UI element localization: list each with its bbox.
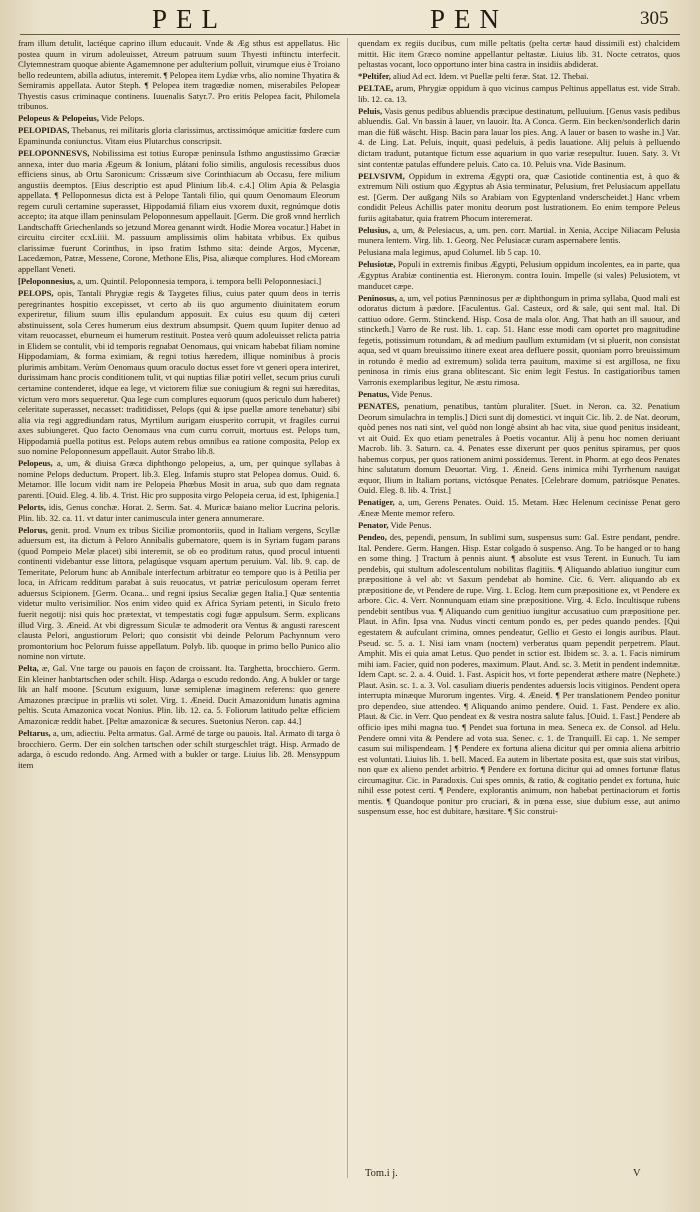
column-divider (347, 38, 348, 1178)
entry-text: a, um. Quintil. Peloponnesia tempora, i. tempora belli Peloponnesiaci.] (77, 276, 322, 287)
entry-text: Vide Penus. (391, 389, 433, 399)
left-running-head: PEL (152, 4, 228, 34)
entry-headword: Pelusius, (358, 224, 391, 235)
dictionary-entry (358, 389, 680, 400)
entry-text: arum, Phrygiæ oppidum à quo vicinus campus Peltinus appellatus est. vide Strab. lib. 12. ca. 13. (358, 83, 680, 104)
entry-headword: PELOPONNESVS, (18, 147, 90, 158)
header-rule (20, 34, 680, 35)
entry-headword: Pendeo, (358, 532, 387, 543)
dictionary-entry (358, 83, 680, 104)
entry-text: æ, Gal. Vne targe ou pauois en façon de croissant. Ita. Targhetta, brocchiero. Germ. Ein kleiner hanbtartschen oder schilt. Hisp. Adarga o escudo redondo. Ang. A bukler or targe lik an half moone. [Scutum exiguum, lunæ semiplenæ imaginem referens: quo genere Amazones præcipue in præliis vti solet. Virg. 1. Æneid. Ducit Amazonidum lunatis agmina peltis. Scuta Amazonica vocat Nonius. Plin. lib. 12. ca. 5. Foliorum latitudo peltæ efficiem Amazonicæ reddit habet. [Peltæ amazonicæ & secures. Suetonius Neron. cap. 44.] (18, 663, 340, 726)
dictionary-entry (18, 728, 340, 770)
dictionary-entry (18, 125, 340, 146)
entry-text: Pelusiana mala legimus, apud Columel. lib 5 cap. 10. (358, 247, 541, 258)
entry-text: a, um, vel potius Pænninosus per æ diphthongum in prima syllaba, Quod mali est odoratus dictum à pædore. [Faculentus. Gal. Casteux, ord & sale, qui sent mal. Ital. Di cattiuo odore. Germ. Stinckend. Hisp. Cosa de mala olor. Ang. That hath an ill sauour, and stincketh.] Varro de Re rust. lib. 1. cap. 51. Hanc esse modi cam oportet pro magnitudine fegetis, potissimum rotundam, & ad medium paullum extumidam (vt si pluerit, non consistat aqua, sed vt quam breuissimo itinere exeat area defluere possit, quoniam porro breuissimum in rotundo è medio ad extremum) solida terra pauitum, maxime si est argillosa, ne fixu peninosa in rimis eius grana oblitescant. Sic enim legit Festus. In castigatioribus tamen Varronis exemplaribus legitur, Ne æstu rimosa. (358, 292, 680, 387)
dictionary-entry (18, 276, 340, 287)
entry-text: Thebanus, rei militaris gloria clarissimus, arctissimóque amicitiæ fœdere cum Epaminunda coniunctus. Vitam eius Plutarchus conscripsit. (18, 125, 340, 146)
dictionary-entry (18, 38, 340, 112)
entry-text: a, um, Gerens Penates. Ouid. 15. Metam. Hæc Helenum cecinisse Penat gero Æneæ Mente memor refero. (358, 497, 680, 519)
entry-headword: Penator, (358, 520, 389, 531)
dictionary-entry (358, 259, 680, 291)
entry-text: a, um, & diuisa Græca diphthongo pelopeius, a, um, per quinque syllabas à nomine Pelops deductum. Propert. lib.3. Eleg. Infamis stupro stat Pelopea domus. Ouid. 6. Metamor. Ille locum vidit nam ire Pelopeia Phœbus Mosit in arua, sub quo dam regnata parenti. [Ouid. Eleg. 4. lib. 4. Trist. Hic pro supposita virgo Pelopeia cerua, id est, Iphigenia.] (18, 458, 340, 500)
entry-headword: Pelopeus & Pelopeius, (18, 113, 99, 124)
entry-text: Oppidum in extrema Ægypti ora, quæ Casiotide continentia est, à quo & extremum Nili ostium quo Ægyptus ab Asia terminatur, Pelusium, fret Pelusiacum appellatu est. [Germ. Der außgang Nils so Arabiam von Egyptenland vnderscheidet.] Hanc vrbem condidit Peleus Achillis pater monitu deorum post lustrationem. Eo enim tempore Peleus furiis agitabatur, quia fratrem Phocum interemerat. (358, 170, 680, 223)
entry-text: fram illum detulit, lactéque caprino illum educauit. Vnde & Æg sthus est appellatus. Hic postea quum in virum adoleuisset, Atreum patruum suum Thyesti inftinctu interfecit. Clytemnestram quoque abiente Agamemnone per adulterium polluit, virumque eius è Troiano bello redeuntem, abilla adiutus, interemit. ¶ Pelopea item Lydiæ vrbs, alio nomine Thyatira & Semiramis appellata. Autor Steph. ¶ Pelopea item tragœdiæ nomen, miserabiles Pelopeæ Thyestis casus criminaque continens. Iuuenalis Satyr.7. Pro eritis Pelopea facit, Philomela tribunos. (18, 38, 340, 112)
entry-text: idis, Genus conchæ. Horat. 2. Serm. Sat. 4. Muricæ baiano melior Lucrina peloris. Plin. lib. 32. ca. 11. vt datur inter canimuscula inter genera annumerare. (18, 502, 340, 523)
dictionary-entry (358, 293, 680, 388)
entry-headword: [Peloponnesius, (18, 276, 76, 287)
dictionary-entry (358, 520, 680, 531)
entry-headword: Peltarus, (18, 728, 51, 738)
dictionary-entry (18, 113, 340, 124)
dictionary-entry (18, 458, 340, 500)
entry-text: des, pependi, pensum, In sublimi sum, suspensus sum: Gal. Estre pendant, pendre. Ital. Pendere. Germ. Hangen. Hisp. Estar colgado ò suspenso. Ang. To be hanged or to hang en some thing. ] Tractum à pennis aiunt. ¶ absolute est vsus Terent. in Eunuch. Tu iam pendebis, qui stultum adolescentulum nobilitas flagitiis. ¶ Aliquando ablatiuo iungitur cum præpositione à vel ab: vt Saxum pendebat ab homine. Cic. 6. Verr. aliquando ab ex præpositione de, vt Pendere de rupe. Virg. 1. Eclog. Item cum præpositione ex, vt Pendere ex arbore. Cic. 4. Verr. Nonnunquam etiam sine præpositione. Virg. 4. Eclo. Incultisque rubens pendebit sentibus vua. ¶ Aliquando cum genitiuo iungitur accusatiuo cum præpositione per. Plaut. in Afin. Ipsa vna. Nudus vincti centum pondo es, per pedes quando pendes. [Qui egestatem & aufculant crimina, omnes pendeatur, Gellio et Gesto ei longis auribus. Plaut. Pseud. sc. 5. a. 1. Nisi iam vnam (noctem) verberatus quam pependit perpetrem. Plaut. Amphit. Mis ei quia amat Letus. Quo pendet in sctior est. Ibidem sc. 3. a. 1. Facis nimirum mihi iam. Facier, quid non poderes, maximum. Plaut. And. sc. 3. Metit in pendent indemnitæ. Idem Capt. sc. 2. a. 4. Ouid. 1. Fast. Aspicit hos, vt forte pependerat æthere matre (Nephete.) Plaut. Asin. sc. 1. a. 3. Vol. casuliam diueris pendentes aduersis locis vitiginos. Pendent opera interrupta minæque Murorum ingentes. Virg. 4. Æneid. ¶ Per translationem Pendeo ponitur pro dependeo, siue attendeo. ¶ Aliquando animo pendere. Ouid. 1. Fast. Pendere ex alio. Plaut. & Cic. in Verr. Quo pendeat ex & vestra nostra salute falus. [Ouid. 1. Fast.] Pendere ab officio ipes mihi magna tuo. ¶ Pendet sua fortuna in mea. Seneca ex. de Consol. ad Helu. Pendere omni vita & Pendere ad vota sua. Senec. c. 1. de Tranquill. Ei cap. 1. Ne semper casum sui milispendeam. ] ¶ Pendere ex fortuna aliena dicitur qui per omnia aliena arbitrio est voluntati. Liuius lib. 1. bell. Maced. Ea autem in libertate posita est, quæ suis stat viribus, non quæ ex alieno pendet arbitrio. ¶ Pendere ex fortuna dicitur qui ad omnes fortunæ flatus circumagitur. Cic. in Paradoxis. Cui spes omnis, & ratio, & cogitatio pendet ex fortuna, huic nihil esse potest certi. ¶ Pendere, explorantis animum, non habebat pertinaciorum et fortis mentis. ¶ Quandoque ponitur pro cruciari, & in pœna esse, siue dubium esse, aut animo suspensum esse, hoc est dubitare, hæsitare. ¶ Sic construi- (358, 532, 680, 817)
right-running-head: PEN (430, 4, 509, 34)
entry-headword: Penatiger, (358, 497, 395, 508)
entry-headword: Pelusiotæ, (358, 259, 396, 270)
dictionary-entry (358, 401, 680, 496)
dictionary-entry (18, 525, 340, 662)
entry-text: Vide Penus. (390, 520, 432, 531)
entry-text: a, um, & Pelesiacus, a, um. pen. corr. Martial. in Xenia, Accipe Niliacam Pelusia munera lentem. Virg. lib. 1. Georg. Nec Pelusiacæ curam aspernabere lentis. (358, 224, 680, 246)
dictionary-entry (358, 38, 680, 70)
entry-headword: Pelorus, (18, 524, 48, 535)
dictionary-entry (358, 247, 680, 258)
entry-text: Vasis genus pedibus abluendis præcipue destinatum, pelluuium. [Genus vasis pedibus abluendis. Gal. Vn bassin à lauer, vn lauoir. Ita. A Conca. Germ. Ein becken/sonderlich darin man die füß wäscht. Hisp. Bacin para lauar los pies. Ang. A lauer or basen to washe in.] Var. 4. de Ling. Lat. Peluis, inquit, quasi pedeluis, à pedis lauatione. Alij peluis à pelluendo dictam tradunt, putantque fictum esse aquarium in quo variæ resepultur. Iuuen. Saty. 3. Vt sint contentæ patulas effundere peluis. Cato ca. 10. Peluis vna. Vide Basinum. (358, 105, 680, 169)
dictionary-entry (358, 71, 680, 82)
entry-headword: PELOPIDAS, (18, 125, 70, 136)
entry-headword: PELOPS, (18, 288, 54, 299)
dictionary-entry (18, 288, 340, 457)
page-footer (0, 1168, 700, 1188)
catchword: V (633, 1168, 641, 1179)
entry-headword: PENATES, (358, 401, 400, 412)
entry-headword: PELTAE, (358, 83, 394, 94)
entry-headword: PELVSIVM, (358, 170, 405, 181)
entry-text: a, um, adiectiu. Pelta armatus. Gal. Armé de targe ou pauois. Ital. Armato di targa ò brocchiero. Germ. Der ein solchen tartschen oder schilt sturgeschlet trägt. Hisp. Armado de adarga, ò escudo redondo. Ang. Armed with a bukler or targe. Liuius lib. 28. Mensyppum item (18, 728, 340, 770)
dictionary-entry (358, 532, 680, 817)
left-column (18, 38, 340, 1166)
entry-text: Vide Pelops. (100, 113, 145, 124)
entry-headword: Pelta, (18, 663, 39, 674)
page-number: 305 (640, 8, 669, 29)
entry-text: aliud Ad ect. Idem. vt Puellæ pelti feræ. Stat. 12. Thebai. (393, 71, 589, 82)
entry-text: Populi in extremis finibus Ægypti, Pelusium oppidum incolentes, ea in parte, qua Ægyptus Arabiæ continentia est. Hieronym. contra Iouin. Impelle (si vales) Pelusiotem, vt manducet cæpe. (358, 259, 680, 291)
dictionary-entry (358, 497, 680, 518)
entry-text: quendam ex regiis ducibus, cum mille peltatis (pelta certæ haud dissimili est) chalcidem mittit. Hic item Græco nomine appellantur peltastæ. Liuius lib. 31. Nocte cetratos, quos peltastas vocant, loco opportuno inter bina castra in insidiis abdiderat. (358, 38, 680, 70)
entry-text: penatium, penatibus, tantùm pluraliter. [Suet. in Neron. ca. 32. Penatium Deorum simulachra in templis.] Dicti sunt dij domestici. vt inquit Cic. lib. 2. de Nat. deorum, quòd penes nos nati sint, vel quòd non longè absint ab hac vita, siue quod penitus insideant, vt ait Ouid. Ex quo etiam penetrales à Poetis vocantur. Alij à penu hoc nomen deriuant Macrob. lib. 3. Saturn. ca. 4. Penates esse dixerunt per quos penitus spiramus, per quos habemus corpus, per quos rationem animi possidemus. Terent. in Phorm. at ego deos Penates hinc salutatum domum Deuortar. Virg. 1. Æneid. Gens inimica mihi Tyrrhenum nauigat æquor, Ilium in Italiam portans, victósque Penates. [Celebrare domum, patriósque Penates. Ouid. Eleg. 8. lib. 4. Trist.] (358, 401, 680, 496)
entry-text: Nobilissima est totius Europæ peninsula Isthmo angustissimo Græciæ annexa, inter duo maria Ægeum & Ionium, plátani folio similis, angulosis recessibus duos efficiens sinus, ab Ortu Saronicum: Crissæum sive Corinthiacum ab Occasu, fere milium angustiis deemptos. [Eius descriptio est apud Plinium lib.4. c.4.] Olim Apia & Pelasgia appellata. ¶ Pelloponnesus dicta est à Pelope Tantali filio, qui quum Oenomaum Eleorum regem curuli certamine superasset, Hippodamiá filiam eius vxorem duxit, regnúmque dotis accepto; ita atque illam peninsulam Peloponnesum appellauit. [Germ. Die groß vnnd herrlich Landtschafft Griechenlands so jetzund Morea genannt wirdt. Hodie Morea vocatur.] Habet in circuitu circiter ccxLiiii. M. passuum amplissimis olim habitata vrbibus. Ex quibus clarissimæ fuerunt Corinthus, in ipso fratim Isthmo sita: deinde Argos, Mycenæ, Lacedæmon, Patræ, Messene, Corone, Methone Elis, Pisa, aliæque complures. Hod cMoream appellant Veneti. (18, 147, 340, 274)
entry-text: genit. prod. Vnum ex tribus Siciliæ promontoriis, quod in Italiam vergens, Scyllæ aduersum est, ita dictum à Peloro Annibalis gubernatore, quem is in Syriam fugam parans (quod Pompeio Melæ placet) sibi interemit, se ob eo proditum ratus, quod procul intuenti continenti videbantur esse littora, pelagúsque vsquam apertum peruium. Val. lib. 9. cap. de Temeritate, Pelorum hunc ab Annibale interfectum arbitratur eo tempore quo is à Petilia per loca, in Africam redditum parabat à suis reuocatus, vt patriæ periculosum operam ferret aduersus Scipionem. [Germ. Ocana... und regni ipsius Secaliæ gegen Italia.] Quæ sententia videtur multo verisimilior. Nos enim video quid ex Africa Syriam petenti, in Siculo freto fuerit negotij: nisi quis hoc prætextat, vt tempestatis cogi fugæ appulsum. Serm. explicans illud Virg. 3. Æneid. At vbi digressum Siculæ te admoderit ora Ventus & angusti rarescent clausta Pelori, angustiorum Pelori; quo consistit vbi deinde Pelorum Pachynnum vero promontorium hoc Pelorum fuisse appellatum. Polyb. lib. quoque in primo bello Punico alio nomine non virtute. (18, 524, 340, 662)
entry-headword: *Peltifer, (358, 71, 391, 82)
entry-headword: Pelopeus, (18, 458, 53, 469)
dictionary-entry (18, 663, 340, 726)
dictionary-entry (358, 171, 680, 224)
entry-text: opis, Tantali Phrygiæ regis & Taygetes filius, cuius pater quum deos in terris peregrinantes hospitio excepisset, vt certo ab iis quo argumento diuinitatem eorum experiretur, filium suum illis epulandum apposuit. Ex cuius esu quum dij cæteri abstinuissent, sola Ceres humerum eius dextrum absumpsit. Quem quum Iupiter denuo ad vitam reuocasset, eburneum ei humerum restituit. Postea verò quum adoleuisset relicta patria in Elidem se contulit, vbi id temporis regnabat Oenomaus, qui vnicam habebat filiam nomine Hippodamiam, & forma eximiam, & regni totius hæredem, illique nominibus à procis plurimis ambitam. Verùm Oenomaus quum oraculo doctus esset fore vt generi opera interiret, durissimam hanc procis conditionem tulit, vt qui nuptias filiæ potiri vellet, secum prius curuli certamine contenderet, idque ea lege, vt victorem filiæ sue coniugium & regni sui hæreditas, victum vero mors sequeretur. Qua lege cum complures equorum (quos periculo dum haberet) celeritate superasset, necasset: traditidisset, Pelops (qui & ipse puellæ amore tenebatur) sibi alia via regi aggrediundam ratus, Myrtilum aurigam eiusperito corrupit, vt fragiles currui axes subiungeret. Quo facto Oenomaus vna cum curru corruit, mortuus est. Pelops tum, Hippodamiá puella potitus est. Pelops autem rebus omnibus ea ratione composita, Pelop ex suo nomine Peloponnesum appellauit. Autor Strabo lib.8. (18, 288, 340, 457)
right-column (358, 38, 680, 1166)
dictionary-entry (358, 225, 680, 246)
dictionary-entry (358, 106, 680, 169)
entry-headword: Peninosus, (358, 292, 397, 303)
dictionary-entry (18, 502, 340, 523)
entry-headword: Pelorts, (18, 502, 46, 513)
page-header (0, 4, 700, 34)
signature-mark: Tom.i j. (365, 1168, 398, 1179)
entry-headword: Peluis, (358, 105, 383, 116)
dictionary-entry (18, 148, 340, 275)
entry-headword: Penatus, (358, 389, 390, 399)
